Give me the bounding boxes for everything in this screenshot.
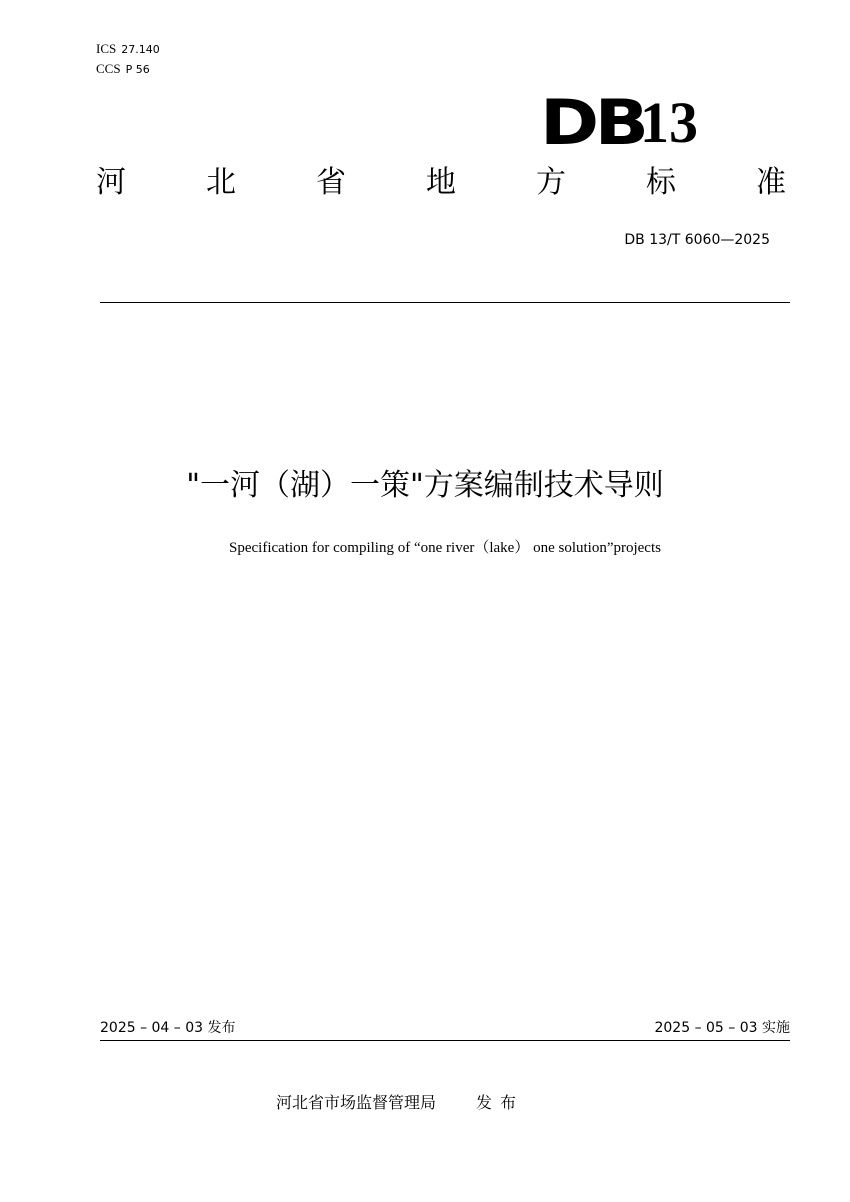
publisher-name: 河北省市场监督管理局 (276, 1093, 437, 1112)
issue-date: 2025 – 04 – 03 发布 (100, 1020, 236, 1036)
publisher-line (276, 1092, 524, 1114)
ics-value: 27.140 (121, 43, 160, 56)
document-title: "一河（湖）一策"方案编制技术导则 (186, 468, 664, 503)
ics-code (96, 42, 160, 57)
standard-type-char: 河 (96, 165, 126, 200)
ccs-value: P 56 (125, 63, 150, 76)
standard-type-char: 省 (316, 165, 346, 200)
standard-number: DB 13/T 6060—2025 (624, 232, 770, 248)
standard-type-char: 方 (536, 165, 566, 200)
standard-type-char: 北 (206, 165, 236, 200)
db13-logo (540, 86, 740, 159)
publish-action: 发布 (476, 1093, 525, 1112)
standard-type-char: 地 (426, 165, 456, 200)
standard-type-char: 标 (646, 165, 676, 200)
implementation-date: 2025 – 05 – 03 实施 (654, 1020, 790, 1036)
footer-divider (100, 1040, 790, 1041)
ccs-label: CCS (96, 61, 121, 76)
standard-type-heading (96, 163, 786, 203)
standard-type-char: 准 (756, 165, 786, 200)
document-subtitle-english: Specification for compiling of “one river（lake） one solution”projects (229, 540, 661, 556)
db-mark: DB (540, 86, 645, 159)
header-divider (100, 302, 790, 303)
ics-label: ICS (96, 41, 117, 56)
province-code: 13 (640, 90, 698, 155)
ccs-code (96, 62, 150, 77)
